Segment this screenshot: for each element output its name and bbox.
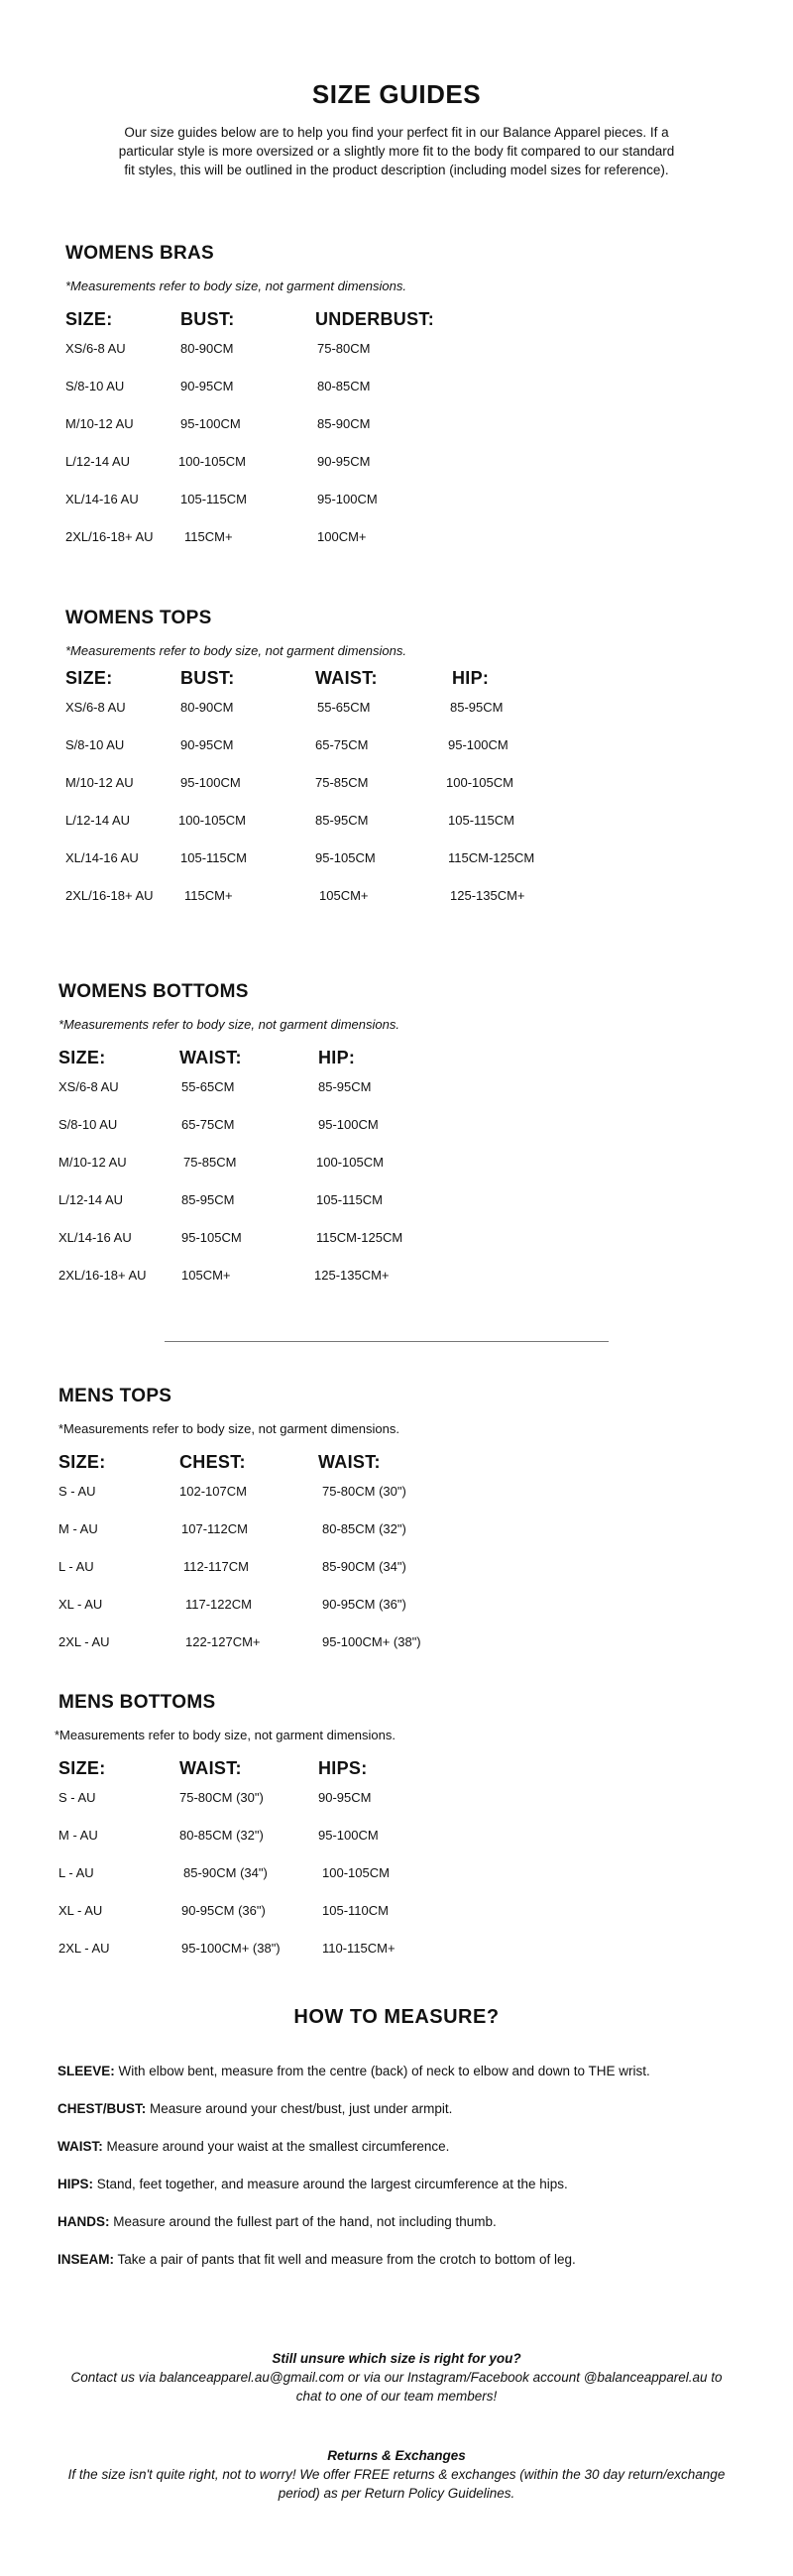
- table-cell: 110-115CM+: [322, 1941, 396, 1956]
- table-row: [58, 1079, 713, 1117]
- table-row: [65, 492, 720, 529]
- table-header: [58, 1758, 709, 1790]
- table-cell: 55-65CM: [181, 1079, 235, 1094]
- table-cell: 2XL - AU: [58, 1634, 110, 1649]
- table-cell: 90-95CM (36"): [322, 1597, 406, 1612]
- table-cell: L - AU: [58, 1865, 94, 1880]
- womens-bottoms-section: [58, 981, 713, 1305]
- table-cell: 65-75CM: [315, 737, 369, 752]
- table-header: [65, 309, 720, 341]
- table-row: [58, 1230, 713, 1268]
- measure-item-hands: [57, 2212, 722, 2231]
- table-cell: 75-85CM: [183, 1155, 237, 1170]
- table-cell: 80-85CM (32"): [322, 1521, 406, 1536]
- table-row: [65, 341, 720, 379]
- table-cell: 80-90CM: [180, 341, 234, 356]
- table-row: [65, 737, 720, 775]
- measure-item-hips: [57, 2175, 722, 2193]
- section-divider: [165, 1341, 609, 1342]
- column-header: SIZE:: [58, 1758, 106, 1778]
- table-row: [58, 1941, 709, 1978]
- table-cell: 75-85CM: [315, 775, 369, 790]
- womens-tops-section: [65, 608, 720, 926]
- table-cell: L/12-14 AU: [58, 1192, 124, 1207]
- table-row: [58, 1155, 713, 1192]
- table-cell: 65-75CM: [181, 1117, 235, 1132]
- table-row: [65, 379, 720, 416]
- table-cell: L - AU: [58, 1559, 94, 1574]
- table-cell: 105-115CM: [316, 1192, 383, 1207]
- table-row: [65, 775, 720, 813]
- table-cell: 95-100CM: [317, 492, 378, 506]
- table-cell: M/10-12 AU: [65, 416, 134, 431]
- column-header: WAIST:: [315, 668, 378, 688]
- table-cell: XL/14-16 AU: [65, 492, 139, 506]
- table-cell: 95-105CM: [181, 1230, 242, 1245]
- womens-bras-section: [65, 243, 720, 567]
- table-cell: S - AU: [58, 1484, 96, 1499]
- table-cell: 90-95CM: [180, 737, 234, 752]
- table-cell: 102-107CM: [179, 1484, 247, 1499]
- table-cell: 85-95CM: [181, 1192, 235, 1207]
- table-cell: 90-95CM: [317, 454, 371, 469]
- table-cell: 105CM+: [181, 1268, 231, 1283]
- table-cell: 90-95CM (36"): [181, 1903, 266, 1918]
- table-row: [58, 1790, 709, 1828]
- table-row: [65, 416, 720, 454]
- size-table: [65, 309, 720, 567]
- table-cell: 80-85CM (32"): [179, 1828, 264, 1843]
- table-cell: 107-112CM: [181, 1521, 248, 1536]
- measure-text: Measure around the fullest part of the hand, not including thumb.: [109, 2214, 497, 2229]
- measurement-note: *Measurements refer to body size, not garment dimensions.: [55, 1728, 396, 1742]
- table-cell: M - AU: [58, 1521, 98, 1536]
- measure-label: WAIST:: [57, 2139, 103, 2154]
- size-table: [58, 1048, 713, 1305]
- size-table: [65, 668, 720, 926]
- table-cell: 100-105CM: [178, 454, 246, 469]
- size-help-text: Contact us via balanceapparel.au@gmail.com or via our Instagram/Facebook account @balanceapparel.au to chat to one of our team members!: [70, 2370, 723, 2404]
- table-cell: 85-95CM: [318, 1079, 372, 1094]
- table-cell: 75-80CM (30"): [322, 1484, 406, 1499]
- size-help-title: Still unsure which size is right for you?: [272, 2351, 521, 2366]
- table-cell: 85-90CM: [317, 416, 371, 431]
- table-cell: 95-105CM: [315, 850, 376, 865]
- column-header: CHEST:: [179, 1452, 246, 1472]
- table-cell: 85-90CM (34"): [183, 1865, 268, 1880]
- table-cell: 95-100CM: [180, 416, 241, 431]
- table-cell: 115CM+: [184, 888, 233, 903]
- table-header: [58, 1452, 713, 1484]
- table-cell: 122-127CM+: [185, 1634, 261, 1649]
- section-title: WOMENS BOTTOMS: [58, 981, 249, 1002]
- table-cell: 125-135CM+: [314, 1268, 390, 1283]
- table-cell: L/12-14 AU: [65, 454, 131, 469]
- table-cell: 105CM+: [319, 888, 369, 903]
- table-cell: 105-110CM: [322, 1903, 389, 1918]
- table-cell: 117-122CM: [185, 1597, 252, 1612]
- table-cell: 2XL/16-18+ AU: [58, 1268, 147, 1283]
- table-cell: 85-90CM (34"): [322, 1559, 406, 1574]
- measurement-note: *Measurements refer to body size, not garment dimensions.: [65, 279, 406, 293]
- table-cell: 55-65CM: [317, 700, 371, 715]
- table-cell: 85-95CM: [315, 813, 369, 828]
- measure-item-chest-bust: [57, 2099, 722, 2118]
- size-table: [58, 1758, 709, 1978]
- table-cell: 95-100CM+ (38"): [181, 1941, 281, 1956]
- table-cell: 80-90CM: [180, 700, 234, 715]
- table-row: [58, 1484, 713, 1521]
- table-cell: 95-100CM: [448, 737, 509, 752]
- table-cell: 75-80CM: [317, 341, 371, 356]
- measure-text: Measure around your chest/bust, just under armpit.: [146, 2101, 453, 2116]
- table-cell: 2XL - AU: [58, 1941, 110, 1956]
- table-cell: 80-85CM: [317, 379, 371, 393]
- table-cell: 95-100CM+ (38"): [322, 1634, 421, 1649]
- measure-label: HIPS:: [57, 2177, 94, 2191]
- measure-text: Take a pair of pants that fit well and measure from the crotch to bottom of leg.: [114, 2252, 576, 2267]
- table-cell: XS/6-8 AU: [58, 1079, 119, 1094]
- table-cell: 95-100CM: [318, 1828, 379, 1843]
- table-row: [65, 850, 720, 888]
- table-cell: 125-135CM+: [450, 888, 525, 903]
- table-cell: S/8-10 AU: [65, 379, 125, 393]
- table-cell: 100-105CM: [446, 775, 513, 790]
- mens-tops-section: [58, 1386, 713, 1672]
- table-row: [58, 1903, 709, 1941]
- intro-text: Our size guides below are to help you find your perfect fit in our Balance Apparel pieces. If a particular style is more oversized or a slightly more fit to the body fit compared to our standard fit styles, this will be outlined in the product description (including model sizes for reference).: [118, 125, 675, 177]
- column-header: HIP:: [318, 1048, 356, 1067]
- measure-label: INSEAM:: [57, 2252, 114, 2267]
- page-title: SIZE GUIDES: [311, 79, 482, 109]
- table-cell: XL/14-16 AU: [65, 850, 139, 865]
- table-row: [58, 1521, 713, 1559]
- column-header: BUST:: [180, 668, 235, 688]
- table-cell: M - AU: [58, 1828, 98, 1843]
- table-row: [65, 529, 720, 567]
- table-cell: 100CM+: [317, 529, 367, 544]
- table-cell: 105-115CM: [180, 492, 247, 506]
- returns-note: [59, 2446, 734, 2503]
- table-cell: 75-80CM (30"): [179, 1790, 264, 1805]
- table-row: [58, 1865, 709, 1903]
- table-cell: 90-95CM: [318, 1790, 372, 1805]
- table-cell: 85-95CM: [450, 700, 504, 715]
- table-cell: S - AU: [58, 1790, 96, 1805]
- table-cell: 115CM-125CM: [316, 1230, 403, 1245]
- table-cell: XL - AU: [58, 1597, 103, 1612]
- table-header: [65, 668, 720, 700]
- column-header: SIZE:: [58, 1452, 106, 1472]
- section-title: MENS BOTTOMS: [58, 1692, 216, 1713]
- column-header: SIZE:: [65, 668, 113, 688]
- how-to-measure-list: [57, 2062, 722, 2288]
- table-cell: 95-100CM: [318, 1117, 379, 1132]
- table-cell: 90-95CM: [180, 379, 234, 393]
- measurement-note: *Measurements refer to body size, not garment dimensions.: [58, 1017, 399, 1032]
- measure-item-waist: [57, 2137, 722, 2156]
- table-cell: 105-115CM: [180, 850, 247, 865]
- table-cell: L/12-14 AU: [65, 813, 131, 828]
- table-cell: S/8-10 AU: [58, 1117, 118, 1132]
- measure-text: Measure around your waist at the smallest circumference.: [102, 2139, 450, 2154]
- how-to-measure-title: HOW TO MEASURE?: [293, 2006, 500, 2028]
- table-cell: 115CM+: [184, 529, 233, 544]
- column-header: UNDERBUST:: [315, 309, 434, 329]
- measure-label: HANDS:: [57, 2214, 110, 2229]
- column-header: WAIST:: [179, 1048, 242, 1067]
- measure-item-sleeve: [57, 2062, 722, 2080]
- table-cell: XS/6-8 AU: [65, 341, 126, 356]
- table-cell: XL - AU: [58, 1903, 103, 1918]
- table-row: [58, 1828, 709, 1865]
- column-header: HIP:: [452, 668, 490, 688]
- table-cell: XS/6-8 AU: [65, 700, 126, 715]
- table-cell: 100-105CM: [316, 1155, 384, 1170]
- returns-title: Returns & Exchanges: [327, 2448, 466, 2463]
- table-row: [58, 1634, 713, 1672]
- table-cell: 105-115CM: [448, 813, 514, 828]
- mens-bottoms-section: [55, 1692, 709, 1978]
- table-cell: M/10-12 AU: [58, 1155, 127, 1170]
- table-header: [58, 1048, 713, 1079]
- measure-label: CHEST/BUST:: [57, 2101, 147, 2116]
- measure-item-inseam: [57, 2250, 722, 2269]
- returns-text: If the size isn't quite right, not to worry! We offer FREE returns & exchanges (within the 30 day return/exchange period) as per Return Policy Guidelines.: [67, 2467, 726, 2501]
- table-row: [58, 1117, 713, 1155]
- column-header: BUST:: [180, 309, 235, 329]
- column-header: SIZE:: [58, 1048, 106, 1067]
- table-row: [58, 1559, 713, 1597]
- table-row: [65, 700, 720, 737]
- column-header: SIZE:: [65, 309, 113, 329]
- table-cell: S/8-10 AU: [65, 737, 125, 752]
- table-cell: 100-105CM: [178, 813, 246, 828]
- table-cell: 2XL/16-18+ AU: [65, 888, 154, 903]
- section-title: WOMENS BRAS: [65, 243, 215, 264]
- table-cell: XL/14-16 AU: [58, 1230, 132, 1245]
- section-title: WOMENS TOPS: [65, 608, 212, 628]
- table-cell: 100-105CM: [322, 1865, 390, 1880]
- table-cell: 2XL/16-18+ AU: [65, 529, 154, 544]
- table-row: [65, 888, 720, 926]
- measure-label: SLEEVE:: [57, 2064, 115, 2078]
- measure-text: With elbow bent, measure from the centre (back) of neck to elbow and down to THE wrist.: [114, 2064, 650, 2078]
- table-row: [58, 1192, 713, 1230]
- table-row: [58, 1597, 713, 1634]
- table-cell: 112-117CM: [183, 1559, 249, 1574]
- table-row: [65, 813, 720, 850]
- size-table: [58, 1452, 713, 1672]
- measurement-note: *Measurements refer to body size, not garment dimensions.: [65, 643, 406, 658]
- size-help-note: [59, 2349, 734, 2406]
- table-row: [65, 454, 720, 492]
- table-cell: 115CM-125CM: [448, 850, 535, 865]
- column-header: WAIST:: [179, 1758, 242, 1778]
- table-cell: 95-100CM: [180, 775, 241, 790]
- section-title: MENS TOPS: [58, 1386, 172, 1406]
- column-header: HIPS:: [318, 1758, 368, 1778]
- table-cell: M/10-12 AU: [65, 775, 134, 790]
- measurement-note: *Measurements refer to body size, not garment dimensions.: [58, 1421, 399, 1436]
- column-header: WAIST:: [318, 1452, 381, 1472]
- measure-text: Stand, feet together, and measure around the largest circumference at the hips.: [93, 2177, 568, 2191]
- table-row: [58, 1268, 713, 1305]
